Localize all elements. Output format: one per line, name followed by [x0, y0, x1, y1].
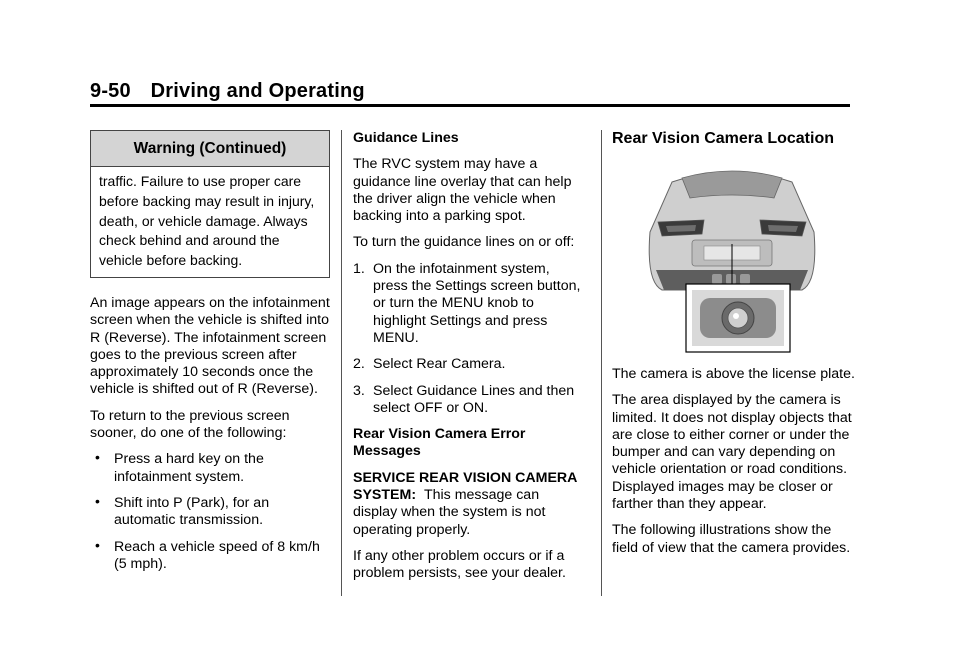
- list-item: 2. Select Rear Camera.: [353, 356, 506, 373]
- column-1: [90, 130, 330, 582]
- error-messages-heading: Rear Vision Camera Error Messages: [353, 426, 526, 460]
- list-item: • Reach a vehicle speed of 8 km/h (5 mph).: [95, 536, 320, 572]
- guidance-lines-heading: Guidance Lines: [353, 130, 459, 146]
- paragraph: If any other problem occurs or if a problem persists, see your dealer.: [353, 547, 566, 582]
- paragraph: The RVC system may have a guidance line overlay that can help the driver align the vehicle when backing into a parking spot.: [353, 156, 572, 225]
- column-divider: [341, 130, 342, 596]
- column-divider: [601, 130, 602, 596]
- list-item: • Press a hard key on the infotainment system.: [95, 449, 264, 485]
- paragraph: The camera is above the license plate.: [612, 366, 855, 382]
- header-rule: [90, 104, 850, 107]
- rear-camera-illustration: [642, 162, 822, 354]
- bullet-icon: •: [95, 492, 100, 509]
- column-2: [353, 130, 585, 592]
- chapter-title: Driving and Operating: [150, 80, 365, 102]
- bullet-icon: •: [95, 449, 100, 466]
- section-title: Rear Vision Camera Location: [612, 130, 834, 147]
- paragraph: To turn the guidance lines on or off:: [353, 234, 575, 251]
- step-list: [353, 261, 585, 417]
- paragraph: An image appears on the infotainment screen when the vehicle is shifted into R (Reverse). The infotainment screen goes to the previous screen after approximately 10 seconds once the vehicle is shifted out of R (Reverse).: [90, 294, 330, 398]
- list-item: 1. On the infotainment system, press the Settings screen button, or turn the MENU knob to highlight Settings and press MENU.: [353, 260, 581, 346]
- warning-box: [90, 130, 330, 278]
- paragraph: To return to the previous screen sooner, do one of the following:: [90, 407, 290, 442]
- column-3: [612, 130, 858, 566]
- paragraph: The area displayed by the camera is limited. It does not display objects that are close to either corner or under the bumper and can vary depending on vehicle orientation or road conditions. Displayed images may be closer or farther than they appear.: [612, 392, 852, 513]
- service-message-label: SERVICE REAR VISION CAMERA SYSTEM:: [353, 469, 577, 504]
- page-number: 9-50: [90, 80, 131, 102]
- list-item: • Shift into P (Park), for an automatic transmission.: [95, 492, 270, 529]
- page-header: [90, 80, 850, 106]
- paragraph: SERVICE REAR VISION CAMERA SYSTEM: This message can display when the system is not operating properly.: [353, 469, 577, 538]
- paragraph: The following illustrations show the field of view that the camera provides.: [612, 522, 851, 556]
- list-item: 3. Select Guidance Lines and then select OFF or ON.: [353, 382, 575, 416]
- warning-title: Warning (Continued): [91, 131, 329, 167]
- warning-body: traffic. Failure to use proper care before backing may result in injury, death, or vehicle damage. Always check behind and around the vehicle before backing.: [99, 173, 315, 269]
- bullet-icon: •: [95, 536, 100, 553]
- bullet-list: [90, 451, 330, 573]
